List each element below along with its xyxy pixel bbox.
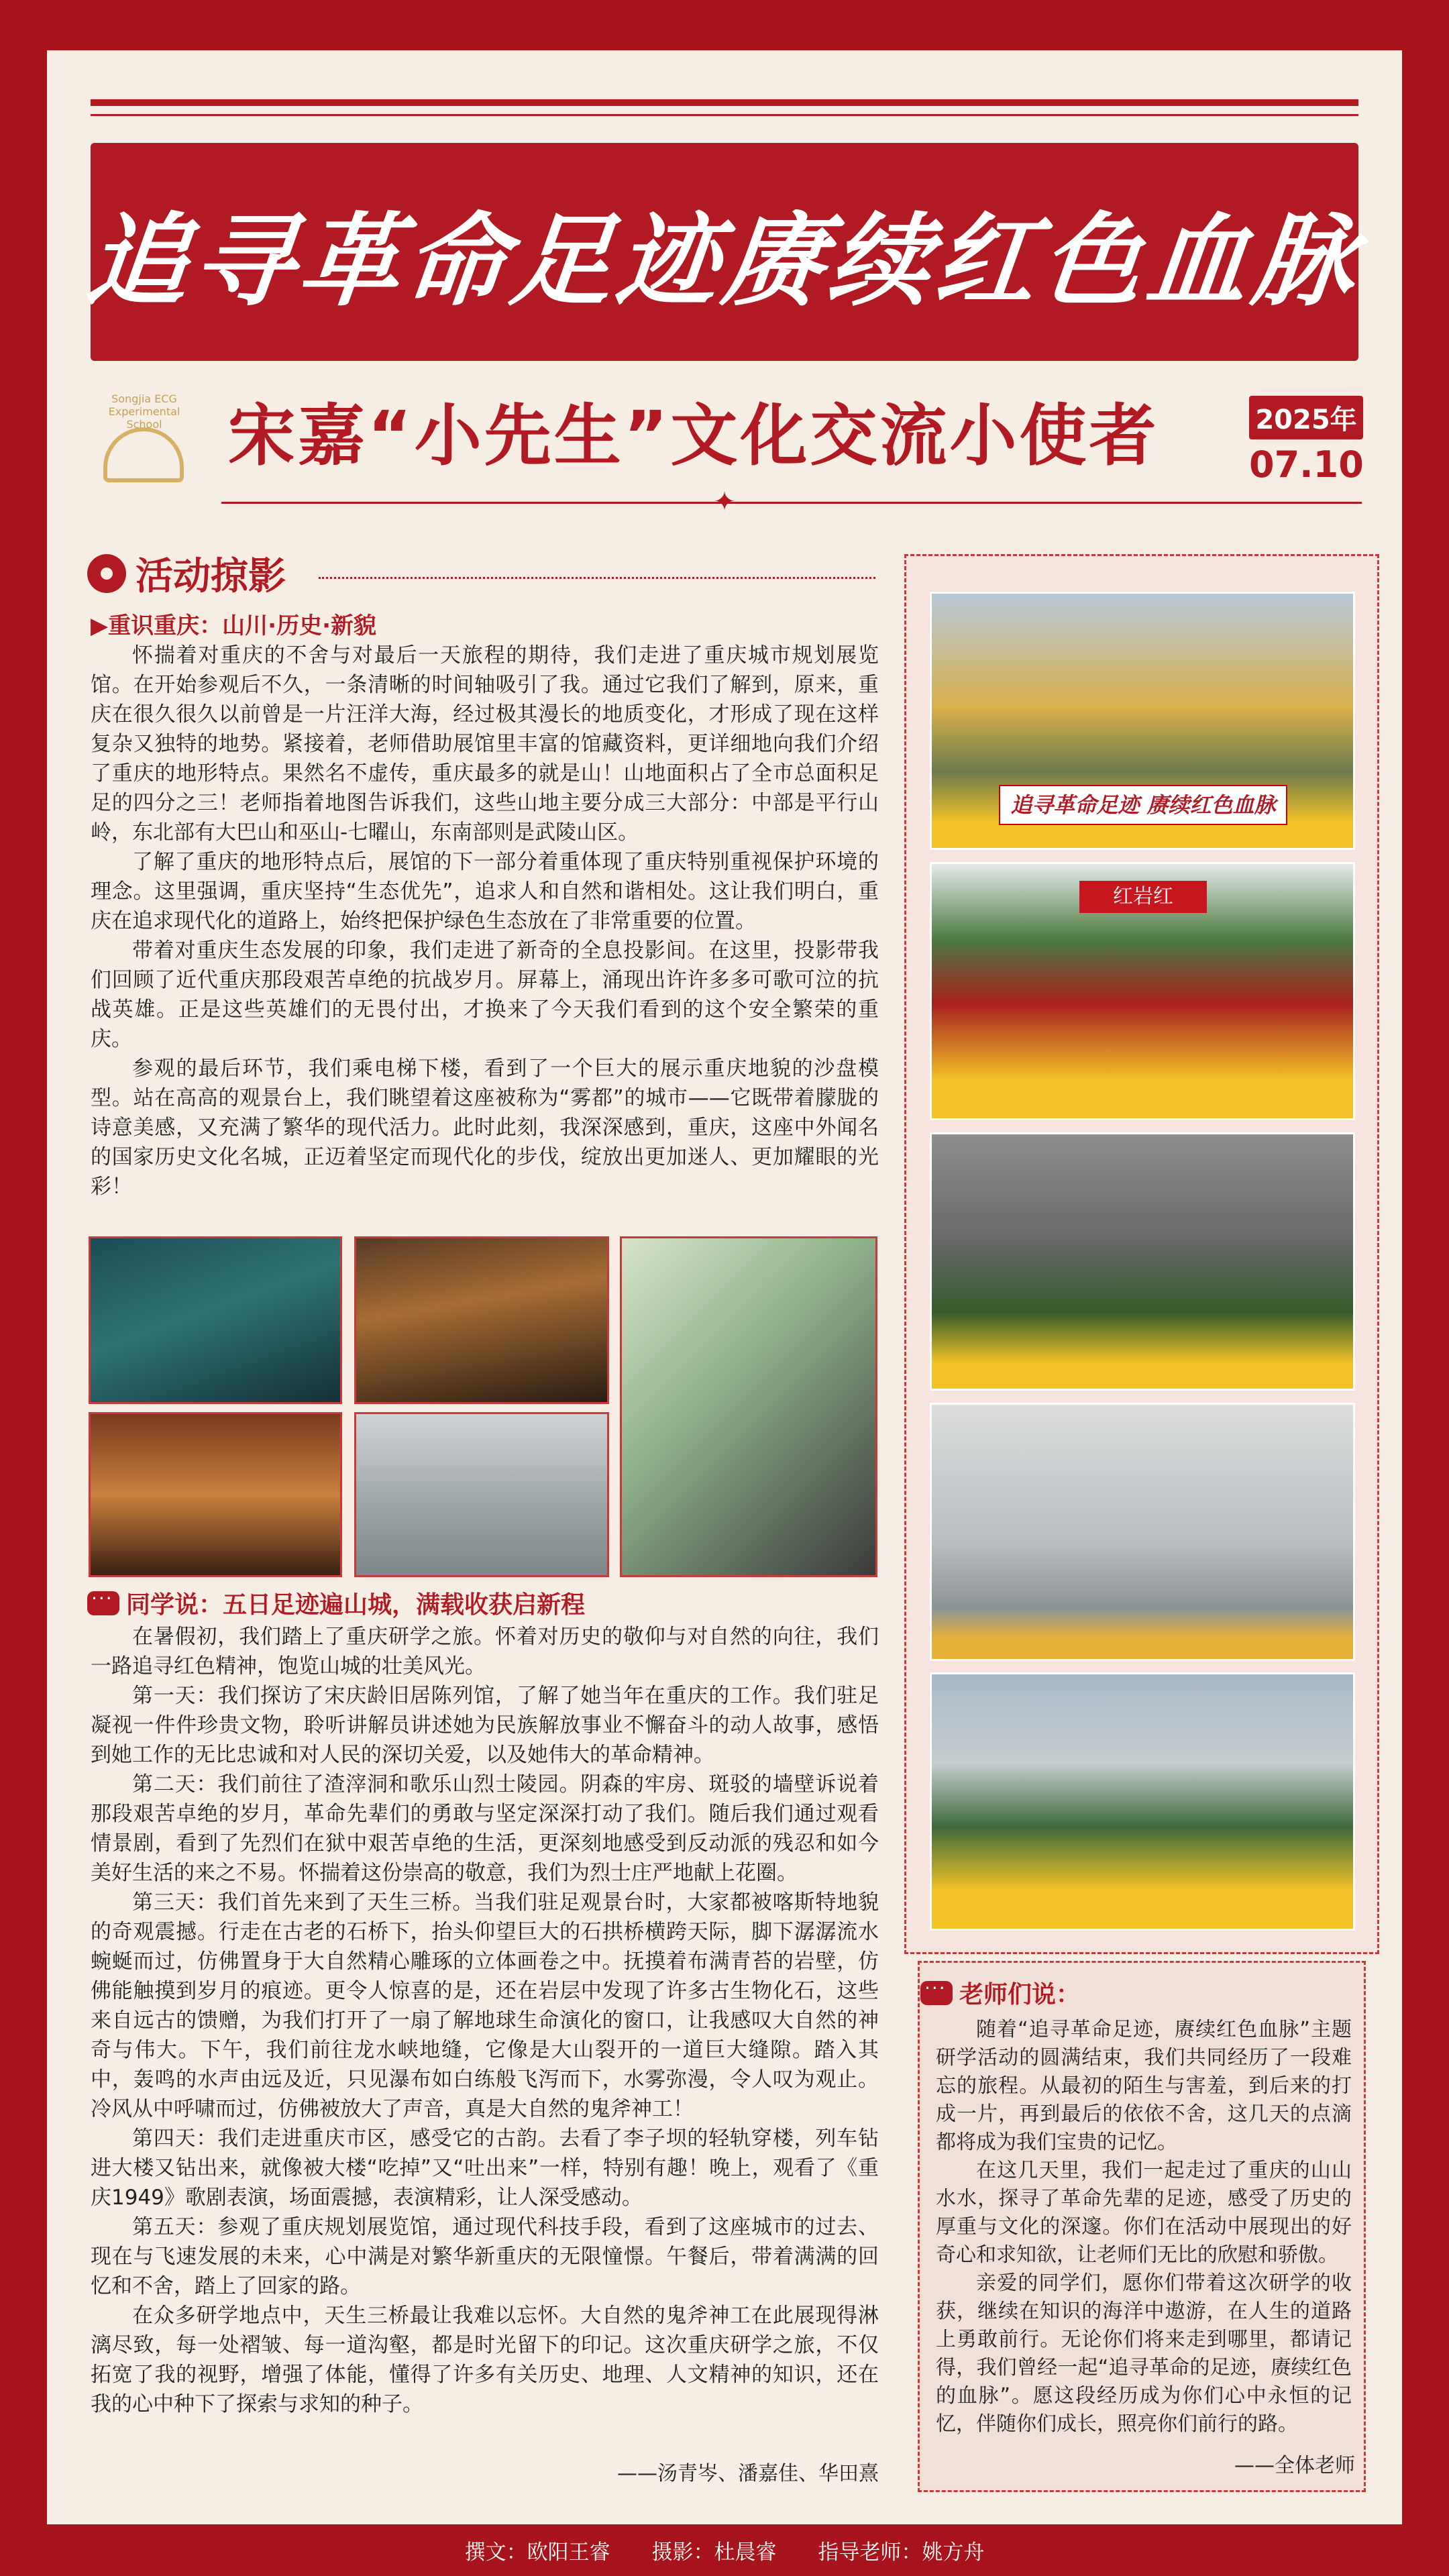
section-dotted-line xyxy=(319,577,875,579)
date-label: 07.10 xyxy=(1249,443,1364,486)
credit-photographer: 摄影：杜晨睿 xyxy=(651,2540,777,2565)
paragraph: 第四天：我们走进重庆市区，感受它的古韵。去看了李子坝的轻轨穿楼，列车钻进大楼又钻出来，就像被大楼“吃掉”又“吐出来”一样，特别有趣！晚上，观看了《重庆1949》歌剧表演，场面震撼，表演精彩，让人深受感动。 xyxy=(91,2127,879,2210)
paragraph: 带着对重庆生态发展的印象，我们走进了新奇的全息投影间。在这里，投影带我们回顾了近代重庆那段艰苦卓绝的抗战岁月。屏幕上，涌现出许许多多可歌可泣的抗战英雄。正是这些英雄们的无畏付出，才换来了今天我们看到的这个安全繁荣的重庆。 xyxy=(91,938,879,1051)
photo-students-table xyxy=(354,1236,609,1404)
section-title-students: ··· 同学说：五日足迹遍山城，满载收获启新程 xyxy=(87,1586,585,1620)
section-title-activity: 活动掠影 xyxy=(87,553,286,594)
photo-exhibit-hall xyxy=(89,1236,342,1404)
credit-writer: 撰文：欧阳王睿 xyxy=(464,2540,610,2565)
page-subtitle: 宋嘉“小先生”文化交流小使者 xyxy=(228,396,1159,475)
photo-foggy-skyline xyxy=(354,1412,609,1577)
header-divider xyxy=(221,502,1362,504)
banner-left-text: 追寻革命足迹 xyxy=(81,201,730,320)
year-badge: 2025年 xyxy=(1249,396,1363,439)
photo-cliff-group xyxy=(930,1132,1355,1391)
section2-body xyxy=(91,1622,879,2419)
logo-mark-icon xyxy=(103,427,184,482)
top-rule-thin xyxy=(91,114,1358,116)
chat-bubble-icon xyxy=(87,1591,119,1615)
paragraph: 亲爱的同学们，愿你们带着这次研学的收获，继续在知识的海洋中遨游，在人生的道路上勇敢前行。无论你们将来走到哪里，都请记得，我们曾经一起“追寻革命的足迹，赓续红色的血脉”。愿这段经历成为你们心中永恒的记忆，伴随你们成长，照亮你们前行的路。 xyxy=(936,2271,1352,2436)
paragraph: 在众多研学地点中，天生三桥最让我难以忘怀。大自然的鬼斧神工在此展现得淋漓尽致，每一处褶皱、每一道沟壑，都是时光留下的印记。这次重庆研学之旅，不仅拓宽了我的视野，增强了体能，懂得了许多有关历史、地理、人文精神的知识，还在我的心中种下了探索与求知的种子。 xyxy=(91,2304,879,2416)
divider-star-icon: ✦ xyxy=(713,486,736,517)
paragraph: 在暑假初，我们踏上了重庆研学之旅。怀着对历史的敬仰与对自然的向往，我们一路追寻红色精神，饱览山城的壮美风光。 xyxy=(91,1625,879,1678)
top-rule-thick xyxy=(91,99,1358,106)
paragraph: 随着“追寻革命足迹，赓续红色血脉”主题研学活动的圆满结束，我们共同经历了一段难忘的旅程。从最初的陌生与害羞，到后来的打成一片，再到最后的依依不舍，这几天的点滴都将成为我们宝贵的记忆。 xyxy=(936,2018,1352,2154)
photo-sand-table-map xyxy=(620,1236,877,1577)
credit-advisor: 指导老师：姚方舟 xyxy=(818,2540,985,2565)
group-banner-text: 追寻革命足迹 赓续红色血脉 xyxy=(999,785,1287,825)
paragraph: 参观的最后环节，我们乘电梯下楼，看到了一个巨大的展示重庆地貌的沙盘模型。站在高高的观景台上，我们眺望着这座被称为“雾都”的城市——它既带着朦胧的诗意美感，又充满了繁华的现代活力。此时此刻，我深深感到，重庆，这座中外闻名的国家历史文化名城，正迈着坚定而现代化的步伐，绽放出更加迷人、更加耀眼的光彩！ xyxy=(91,1057,879,1199)
photo-museum-group xyxy=(930,1672,1355,1931)
paragraph: 了解了重庆的地形特点后，展馆的下一部分着重体现了重庆特别重视保护环境的理念。这里强调，重庆坚持“生态优先”，追求人和自然和谐相处。这让我们明白，重庆在追求现代化的道路上，始终把保护绿色生态放在了非常重要的位置。 xyxy=(91,850,879,933)
title-banner xyxy=(81,143,1366,361)
teachers-title: ··· 老师们说： xyxy=(920,1976,1080,2010)
logo-text: Songjia ECG Experimental School xyxy=(108,392,180,431)
subheading-chongqing: ▶重识重庆：山川·历史·新貌 xyxy=(91,612,376,639)
teachers-signature: ——全体老师 xyxy=(1234,2454,1355,2477)
photo-hongyan-group xyxy=(930,862,1355,1120)
paragraph: 在这几天里，我们一起走过了重庆的山山水水，探寻了革命先辈的足迹，感受了历史的厚重与文化的深邃。你们在活动中展现出的好奇心和求知欲，让老师们无比的欣慰和骄傲。 xyxy=(936,2159,1352,2267)
photo-skyline-group xyxy=(930,1403,1355,1661)
section1-body xyxy=(91,641,879,1201)
teachers-body xyxy=(936,2016,1352,2438)
chat-bubble-icon xyxy=(920,1981,953,2005)
photo-history-wall xyxy=(89,1412,342,1577)
paragraph: 怀揣着对重庆的不舍与对最后一天旅程的期待，我们走进了重庆城市规划展览馆。在开始参观后不久，一条清晰的时间轴吸引了我。通过它我们了解到，原来，重庆在很久很久以前曾是一片汪洋大海，经过极其漫长的地质变化，才形成了现在这样复杂又独特的地势。紧接着，老师借助展馆里丰富的馆藏资料，更详细地向我们介绍了重庆的地形特点。果然名不虚传，重庆最多的就是山！山地面积占了全市总面积足足的四分之三！老师指着地图告诉我们，这些山地主要分成三大部分：中部是平行山岭，东北部有大巴山和巫山-七曜山，东南部则是武陵山区。 xyxy=(91,643,879,845)
paragraph: 第一天：我们探访了宋庆龄旧居陈列馆，了解了她当年在重庆的工作。我们驻足凝视一件件珍贵文物，聆听讲解员讲述她为民族解放事业不懈奋斗的动人故事，感悟到她工作的无比忠诚和对人民的深切关爱，以及她伟大的革命精神。 xyxy=(91,1684,879,1767)
paragraph: 第五天：参观了重庆规划展览馆，通过现代科技手段，看到了这座城市的过去、现在与飞速发展的未来，心中满是对繁华新重庆的无限憧憬。午餐后，带着满满的回忆和不舍，踏上了回家的路。 xyxy=(91,2215,879,2298)
date-block xyxy=(1249,396,1363,486)
film-reel-icon xyxy=(87,554,126,593)
photo-group-banner xyxy=(930,592,1355,850)
paragraph: 第三天：我们首先来到了天生三桥。当我们驻足观景台时，大家都被喀斯特地貌的奇观震撼。行走在古老的石桥下，抬头仰望巨大的石拱桥横跨天际，脚下潺潺流水蜿蜒而过，仿佛置身于大自然精心雕琢的立体画卷之中。抚摸着布满青苔的岩壁，仿佛能触摸到岁月的痕迹。更令人惊喜的是，还在岩层中发现了许多古生物化石，这些来自远古的馈赠，为我们打开了一扇了解地球生命演化的窗口，让我感叹大自然的神奇与伟大。下午，我们前往龙水峡地缝，它像是大山裂开的一道巨大缝隙。踏入其中，轰鸣的水声由远及近，只见瀑布如白练般飞泻而下，水雾弥漫，令人叹为观止。冷风从中呼啸而过，仿佛被放大了声音，真是大自然的鬼斧神工！ xyxy=(91,1890,879,2121)
paragraph: 第二天：我们前往了渣滓洞和歌乐山烈士陵园。阴森的牢房、斑驳的墙壁诉说着那段艰苦卓绝的岁月，革命先辈们的勇敢与坚定深深打动了我们。随后我们通过观看情景剧，看到了先烈们在狱中艰苦卓绝的生活，更深刻地感受到反动派的残忍和如今美好生活的来之不易。怀揣着这份崇高的敬意，我们为烈士庄严地献上花圈。 xyxy=(91,1772,879,1885)
banner-right-text: 赓续红色血脉 xyxy=(717,201,1366,320)
students-signature: ——汤青岑、潘嘉佳、华田熹 xyxy=(617,2462,879,2485)
credits-footer xyxy=(0,2529,1449,2576)
school-logo xyxy=(94,392,195,493)
hongyan-sign: 红岩红 xyxy=(1079,881,1207,913)
